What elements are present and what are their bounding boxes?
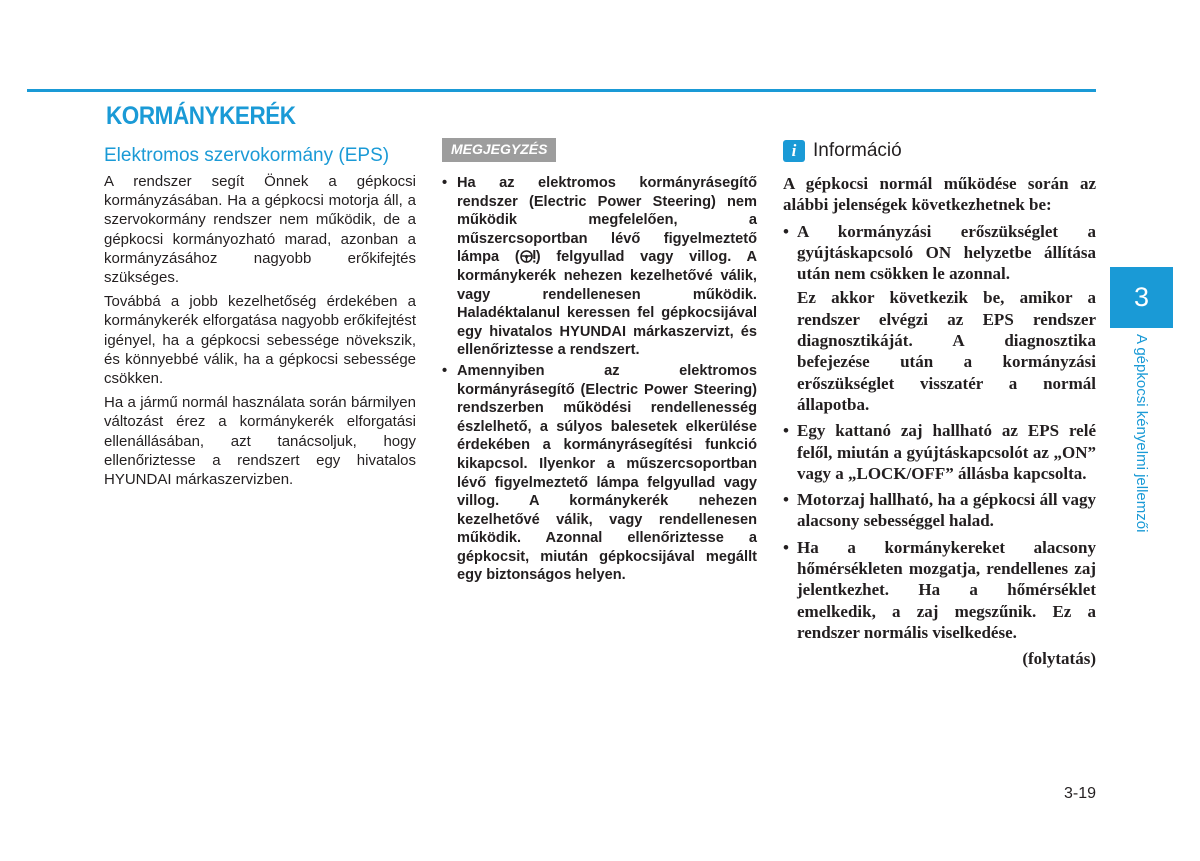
eps-paragraph-1: A rendszer segít Önnek a gépkocsi kormányzásában. Ha a gépkocsi motorja áll, a szervokormány rendszer nem működik, de a gépkocsi kormányozható marad, azonban a kormányzásához nagyobb erőkifejtés szükséges.: [104, 173, 416, 287]
bullet: •: [442, 362, 448, 379]
info-item-3: [783, 489, 1096, 532]
column-note: [442, 138, 757, 587]
steering-warning-icon: [520, 248, 536, 264]
bullet: •: [783, 490, 789, 510]
chapter-tab: 3: [1110, 267, 1173, 328]
column-information: [783, 139, 1096, 675]
bullet: •: [783, 221, 789, 241]
info-item-4-text: Ha a kormánykereket alacsony hőmérsékleten mozgatja, rendellenes zaj jelentkezhet. Ha a hőmérséklet emelkedik, a zaj megszűnik. Ez a rendszer normális viselkedése.: [797, 537, 1096, 642]
info-item-2-text: Egy kattanó zaj hallható az EPS relé felől, miután a gyújtáskapcsolót az „ON” vagy a „LOCK/OFF” állásba kapcsolta.: [797, 421, 1096, 483]
info-item-3-text: Motorzaj hallható, ha a gépkocsi áll vagy alacsony sebességgel halad.: [797, 490, 1096, 531]
column-eps-description: [104, 144, 416, 494]
info-header: [783, 139, 1096, 163]
note-list: [442, 174, 757, 585]
continued-label: (folytatás): [1022, 649, 1096, 669]
note-item-2: [442, 362, 757, 585]
bullet: •: [783, 421, 789, 441]
info-item-1-sub: Ez akkor következik be, amikor a rendszer elvégzi az EPS rendszer diagnosztikáját. A diagnosztika befejezése után a kormányzási erőszükséglet visszatér a normál állapotba.: [797, 288, 1096, 414]
bullet: •: [783, 537, 789, 557]
note-item-1: [442, 174, 757, 360]
page-number: 3-19: [1063, 785, 1096, 802]
chapter-label: A gépkocsi kényelmi jellemzői: [1133, 334, 1150, 533]
info-item-1: [783, 221, 1096, 416]
eps-paragraph-3: Ha a jármű normál használata során bármilyen változást érez a kormánykerék elforgatási ellenállásában, azt tanácsoljuk, hogy ellenőriztesse a rendszert egy hivatalos HYUNDAI márkaszervizben.: [104, 394, 416, 489]
info-list: [783, 221, 1096, 644]
top-rule: [27, 89, 1096, 92]
note-badge: MEGJEGYZÉS: [442, 138, 556, 162]
eps-heading: Elektromos szervokormány (EPS): [104, 145, 390, 166]
info-item-2: [783, 420, 1096, 484]
info-title: Információ: [813, 140, 902, 161]
note-item-2-text: Amennyiben az elektromos kormányrásegítő (Electric Power Steering) rendszerben működési rendellenesség észlelhető, a súlyos balesetek elkerülése érdekében a kormányrásegítési funkció kikapcsol. Ilyenkor a műszercsoportban lévő figyelmeztető lámpa felgyullad vagy villog. A kormánykerék nehezen kezelhetővé válik, vagy rendellenesen működik. Azonnal ellenőriztesse a gépkocsit, miután gépkocsijával megállt egy biztonságos helyen.: [457, 362, 757, 584]
section-title: KORMÁNYKERÉK: [106, 102, 296, 130]
note-item-1-text-b: ) felgyullad vagy villog. A kormánykerék nehezen kezelhetővé válik, vagy rendellenesen működik. Haladéktalanul keressen fel gépkocsijával egy hivatalos HYUNDAI márkaszervizt, és ellenőriztesse a rendszert.: [457, 249, 757, 359]
info-icon: i: [783, 140, 805, 162]
bullet: •: [442, 175, 448, 191]
info-intro: A gépkocsi normál működése során az alábbi jelenségek következhetnek be:: [783, 174, 1096, 215]
info-item-1-text: A kormányzási erőszükséglet a gyújtáskapcsoló ON helyzetbe állítása után nem csökken le azonnal.: [797, 221, 1096, 284]
note-item-1-text-a: Ha az elektromos kormányrásegítő rendszer (Electric Power Steering) nem működik megfelelően, a műszercsoportban lévő figyelmeztető lámpa (: [457, 175, 757, 266]
info-item-4: [783, 537, 1096, 643]
eps-paragraph-2: Továbbá a jobb kezelhetőség érdekében a kormánykerék elforgatása nagyobb erőkifejtést igényel, ha a gépkocsi sebessége növekszik, és könnyebbé válik, ha a gépkocsi sebessége csökken.: [104, 293, 416, 388]
